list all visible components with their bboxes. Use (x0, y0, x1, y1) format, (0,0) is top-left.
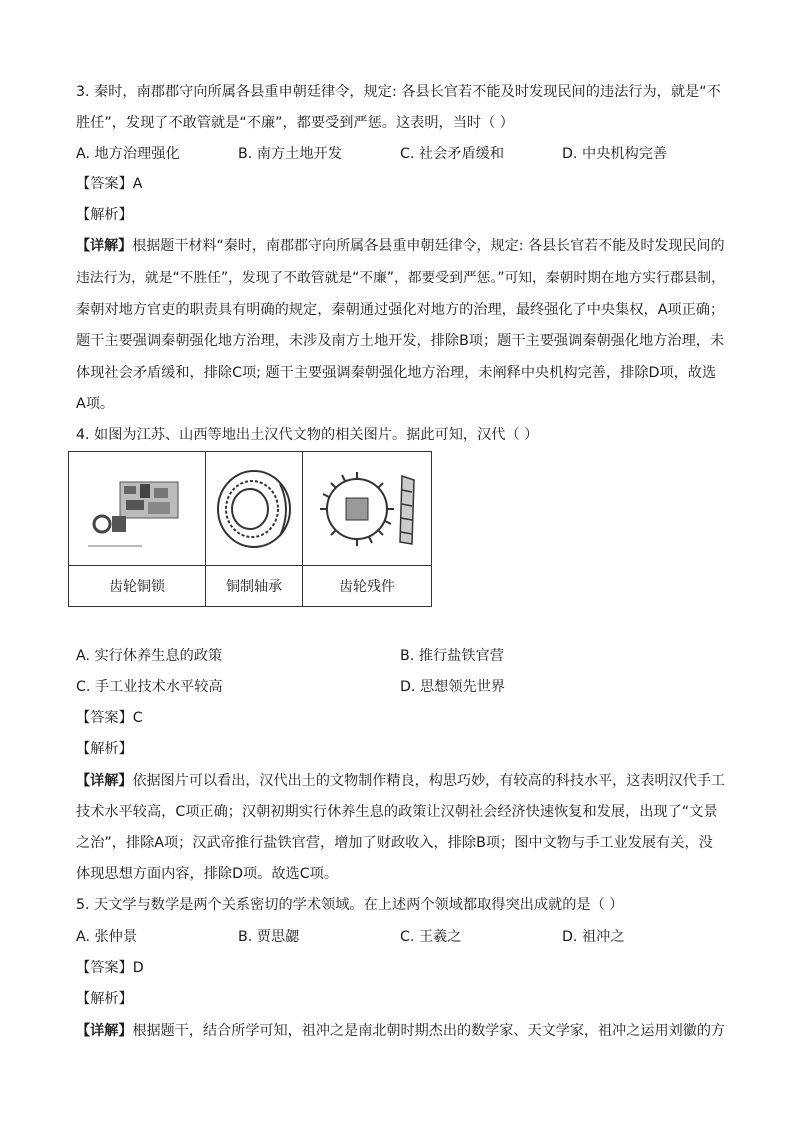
q3-option-d: D. 中央机构完善 (562, 146, 668, 162)
figure-cell-gear-lock (69, 452, 206, 566)
q4-detail-line-2: 技术水平较高，C项正确；汉朝初期实行休养生息的政策让汉朝社会经济快速恢复和发展，出现了“文景 (76, 804, 718, 820)
q3-detail-line-5: 体现社会矛盾缓和，排除C项; 题干主要强调秦朝强化地方治理，未阐释中央机构完善，排除D项，故选 (76, 365, 717, 381)
q5-stem: 5. 天文学与数学是两个关系密切的学术领域。在上述两个领域都取得突出成就的是（ ） (76, 897, 624, 913)
q5-option-b: B. 贾思勰 (238, 929, 300, 945)
figure-caption-1: 齿轮铜锁 (69, 566, 206, 607)
q4-analysis-label: 【解析】 (76, 741, 133, 757)
q3-detail-line-3: 秦朝对地方官吏的职责具有明确的规定，秦朝通过强化对地方的治理，最终强化了中央集权，A项正确； (76, 302, 725, 318)
q4-option-c: C. 手工业技术水平较高 (76, 679, 223, 695)
q3-stem-line-1: 3. 秦时，南郡郡守向所属各县重申朝廷律令，规定: 各县长官若不能及时发现民间的违法行为，就是“不 (76, 84, 721, 100)
q3-detail-line-2: 违法行为，就是“不胜任”，发现了不敢管就是“不廉”，都要受到严惩。”可知，秦朝时期在地方实行郡县制， (76, 270, 725, 286)
q5-answer: 【答案】D (76, 960, 144, 976)
q3-detail-label: 【详解】 (76, 238, 133, 254)
q4-detail-line-4: 体现思想方面内容，排除D项。故选C项。 (76, 866, 339, 882)
q4-stem: 4. 如图为江苏、山西等地出土汉代文物的相关图片。据此可知，汉代（ ） (76, 427, 539, 443)
q4-detail-line-3: 之治”，排除A项；汉武帝推行盐铁官营，增加了财政收入，排除B项；图中文物与手工业发展有关，没 (76, 835, 713, 851)
figure-caption-3: 齿轮残件 (303, 566, 432, 607)
q4-detail-label: 【详解】 (76, 773, 133, 789)
q4-detail-text-1: 依据图片可以看出，汉代出土的文物制作精良，构思巧妙，有较高的科技水平，这表明汉代手工 (132, 773, 726, 789)
q3-option-a: A. 地方治理强化 (76, 146, 180, 162)
q4-detail-line-1 (76, 771, 725, 791)
figure-caption-2: 铜制轴承 (206, 566, 303, 607)
q4-option-b: B. 推行盐铁官营 (400, 648, 504, 664)
q3-detail-text-1: 根据题干材料“秦时，南郡郡守向所属各县重申朝廷律令，规定: 各县长官若不能及时发现民间的 (132, 238, 725, 254)
artifact-figure-table (68, 451, 432, 607)
q5-option-c: C. 王羲之 (400, 929, 462, 945)
q3-analysis-label: 【解析】 (76, 207, 133, 223)
q5-option-a: A. 张仲景 (76, 929, 138, 945)
q5-detail-text-1: 根据题干，结合所学可知，祖冲之是南北朝时期杰出的数学家、天文学家，祖冲之运用刘徽的方 (132, 1023, 726, 1039)
q3-answer: 【答案】A (76, 176, 143, 192)
q4-answer: 【答案】C (76, 710, 143, 726)
q5-detail-label: 【详解】 (76, 1023, 133, 1039)
gear-lock-icon (69, 464, 205, 554)
q3-detail-line-1 (76, 236, 725, 256)
gear-fragment-icon (303, 464, 431, 554)
q3-detail-line-6: A项。 (76, 396, 115, 412)
q5-detail-line-1 (76, 1021, 725, 1041)
q5-option-d: D. 祖冲之 (562, 929, 625, 945)
figure-cell-gear-fragment (303, 452, 432, 566)
q3-option-b: B. 南方土地开发 (238, 146, 342, 162)
q3-option-c: C. 社会矛盾缓和 (400, 146, 505, 162)
q4-option-d: D. 思想领先世界 (400, 679, 506, 695)
bearing-icon (206, 464, 302, 554)
q5-analysis-label: 【解析】 (76, 991, 133, 1007)
figure-cell-bearing (206, 452, 303, 566)
q4-option-a: A. 实行休养生息的政策 (76, 648, 223, 664)
q3-detail-line-4: 题干主要强调秦朝强化地方治理，未涉及南方土地开发，排除B项；题干主要强调秦朝强化地方治理，未 (76, 333, 725, 349)
q3-stem-line-2: 胜任”，发现了不敢管就是“不廉”，都要受到严惩。这表明，当时（ ） (76, 115, 514, 131)
